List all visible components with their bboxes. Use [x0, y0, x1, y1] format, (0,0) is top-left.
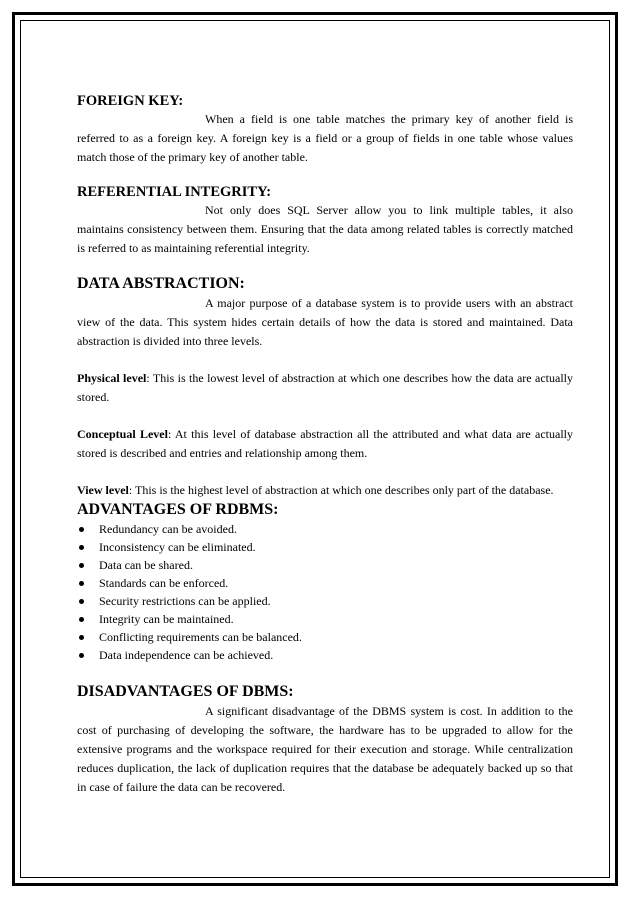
bullet-icon	[79, 653, 84, 658]
bullet-icon	[79, 599, 84, 604]
advantages-heading: ADVANTAGES OF RDBMS:	[77, 501, 279, 518]
document-body	[77, 92, 573, 797]
list-item: Conflicting requirements can be balanced.	[77, 628, 573, 646]
bullet-icon	[79, 635, 84, 640]
list-item: Standards can be enforced.	[77, 574, 573, 592]
referential-integrity-text: Not only does SQL Server allow you to link multiple tables, it also maintains consistency between them. Ensuring that the data among related tables is correctly matched is referred to as maintaining referential integrity.	[77, 203, 573, 255]
bullet-icon	[79, 527, 84, 532]
physical-level-text: : This is the lowest level of abstraction at which one describes how the data are actually stored.	[77, 371, 573, 404]
conceptual-level-text: : At this level of database abstraction all the attributed and what data are actually stored is described and entries and relationship among them.	[77, 427, 573, 460]
referential-integrity-heading: REFERENTIAL INTEGRITY:	[77, 184, 272, 200]
conceptual-level-paragraph	[77, 425, 573, 463]
physical-level-paragraph	[77, 369, 573, 407]
disadvantages-text: A significant disadvantage of the DBMS system is cost. In addition to the cost of purchasing of developing the software, the hardware has to be upgraded to allow for the extensive programs and the workspace required for their execution and storage. While centralization reduces duplication, the lack of duplication requires that the database be adequately backed up so that in case of failure the data can be recovered.	[77, 704, 573, 794]
view-level-text: : This is the highest level of abstraction at which one describes only part of the database.	[128, 483, 554, 497]
disadvantages-heading: DISADVANTAGES OF DBMS:	[77, 683, 294, 700]
list-item: Security restrictions can be applied.	[77, 592, 573, 610]
view-level-paragraph	[77, 481, 573, 500]
foreign-key-heading: FOREIGN KEY:	[77, 93, 184, 109]
advantages-list	[77, 520, 573, 664]
bullet-icon	[79, 581, 84, 586]
view-level-term: View level	[77, 483, 129, 497]
list-item: Data independence can be achieved.	[77, 646, 573, 664]
physical-level-term: Physical level	[77, 371, 147, 385]
bullet-icon	[79, 563, 84, 568]
foreign-key-text: When a field is one table matches the primary key of another field is referred to as a foreign key. A foreign key is a field or a group of fields in one table whose values match those of the primary key of another table.	[77, 112, 573, 164]
list-item: Inconsistency can be eliminated.	[77, 538, 573, 556]
list-item: Integrity can be maintained.	[77, 610, 573, 628]
list-item: Redundancy can be avoided.	[77, 520, 573, 538]
conceptual-level-term: Conceptual Level	[77, 427, 168, 441]
bullet-icon	[79, 617, 84, 622]
list-item: Data can be shared.	[77, 556, 573, 574]
data-abstraction-text: A major purpose of a database system is to provide users with an abstract view of the data. This system hides certain details of how the data is stored and maintained. Data abstraction is divided into three levels.	[77, 296, 573, 348]
bullet-icon	[79, 545, 84, 550]
data-abstraction-heading: DATA ABSTRACTION:	[77, 275, 245, 292]
